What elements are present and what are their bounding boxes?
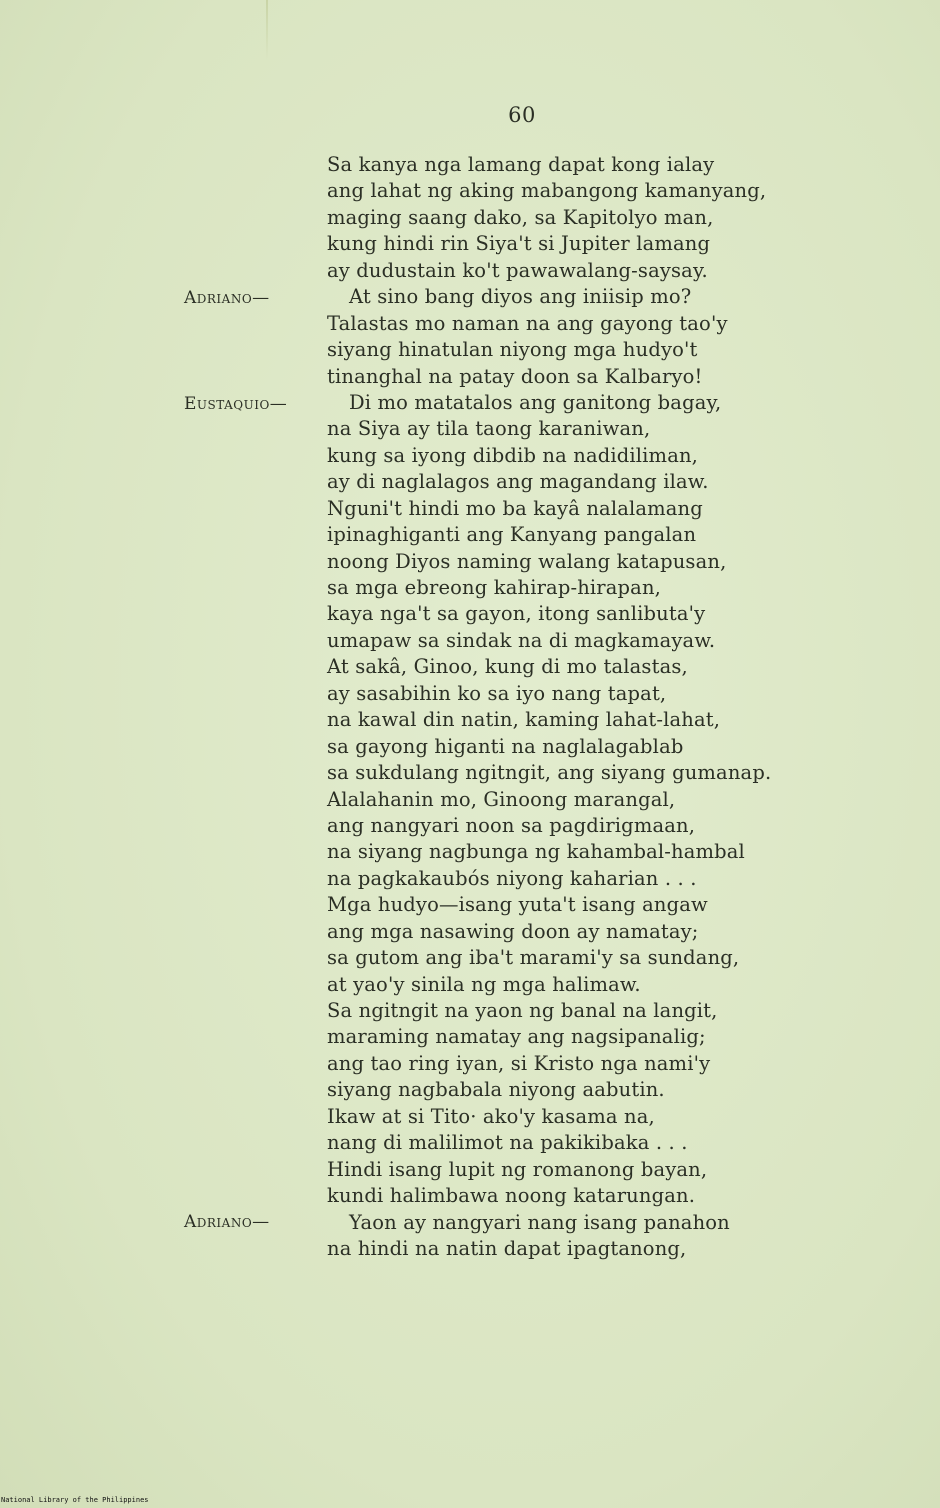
verse-line: ang tao ring iyan, si Kristo nga nami'y — [327, 1051, 711, 1075]
verse-line: Talastas mo naman na ang gayong tao'y — [327, 311, 728, 335]
verse-line: Ikaw at si Tito· ako'y kasama na, — [327, 1104, 655, 1128]
footer-credit: National Library of the Philippines — [1, 1496, 149, 1504]
verse-line: maging saang dako, sa Kapitolyo man, — [327, 205, 714, 229]
verse-line: na hindi na natin dapat ipagtanong, — [327, 1236, 687, 1260]
verse-line: na kawal din natin, kaming lahat-lahat, — [327, 708, 721, 732]
verse-line: Mga hudyo—isang yuta't isang angaw — [327, 893, 708, 917]
verse-line: ay sasabihin ko sa iyo nang tapat, — [327, 681, 667, 705]
verse-line: sa mga ebreong kahirap-hirapan, — [327, 576, 662, 599]
verse-line: ang mga nasawing doon ay namatay; — [327, 919, 699, 943]
verse-line: At sino bang diyos ang iniisip mo? — [349, 285, 692, 309]
verse-line: sa sukdulang ngitngit, ang siyang gumanap. — [327, 761, 772, 785]
verse-line: Sa kanya nga lamang dapat kong ialay — [327, 153, 715, 176]
verse-line: umapaw sa sindak na di magkamayaw. — [327, 628, 716, 652]
verse-line: sa gutom ang iba't marami'y sa sundang, — [327, 946, 740, 970]
verse-line: ang nangyari noon sa pagdirigmaan, — [327, 813, 696, 837]
verse-line: na pagkakaubós niyong kaharian . . . — [327, 866, 697, 890]
page-number: 60 — [508, 103, 536, 127]
verse-line: tinanghal na patay doon sa Kalbaryo! — [327, 364, 703, 388]
verse-line: siyang hinatulan niyong mga hudyo't — [327, 338, 698, 362]
verse-line: siyang nagbabala niyong aabutin. — [327, 1078, 665, 1102]
speaker-label: Adriano— — [184, 1212, 270, 1232]
verse-line: At sakâ, Ginoo, kung di mo talastas, — [327, 655, 688, 679]
verse-line: Alalahanin mo, Ginoong marangal, — [327, 787, 676, 811]
verse-line: ay dudustain ko't pawawalang-saysay. — [327, 258, 708, 282]
verse-line: kung hindi rin Siya't si Jupiter lamang — [327, 232, 711, 256]
verse-line: Hindi isang lupit ng romanong bayan, — [327, 1157, 708, 1181]
speaker-label: Eustaquio— — [184, 394, 288, 414]
verse-line: Nguni't hindi mo ba kayâ nalalamang — [327, 496, 703, 520]
verse-line: kaya nga't sa gayon, itong sanlibuta'y — [327, 602, 706, 626]
verse-line: Sa ngitngit na yaon ng banal na langit, — [327, 999, 718, 1022]
verse-text-block — [327, 152, 927, 1262]
verse-line: ang lahat ng aking mabangong kamanyang, — [327, 179, 767, 203]
verse-line: sa gayong higanti na naglalagablab — [327, 734, 684, 758]
speaker-label: Adriano— — [184, 288, 270, 308]
verse-line: ay di naglalagos ang magandang ilaw. — [327, 470, 709, 494]
verse-line: kung sa iyong dibdib na nadidiliman, — [327, 443, 699, 467]
verse-line: Yaon ay nangyari nang isang panahon — [349, 1210, 730, 1234]
verse-line: noong Diyos naming walang katapusan, — [327, 549, 727, 573]
verse-line: at yao'y sinila ng mga halimaw. — [327, 972, 641, 996]
fold-mark — [266, 0, 268, 60]
verse-line: na Siya ay tila taong karaniwan, — [327, 417, 651, 441]
verse-line: nang di malilimot na pakikibaka . . . — [327, 1131, 688, 1155]
verse-line: kundi halimbawa noong katarungan. — [327, 1184, 696, 1208]
verse-line: maraming namatay ang nagsipanalig; — [327, 1025, 706, 1049]
verse-line: ipinaghiganti ang Kanyang pangalan — [327, 523, 697, 547]
verse-line: na siyang nagbunga ng kahambal-hambal — [327, 840, 745, 864]
verse-line: Di mo matatalos ang ganitong bagay, — [349, 390, 722, 414]
